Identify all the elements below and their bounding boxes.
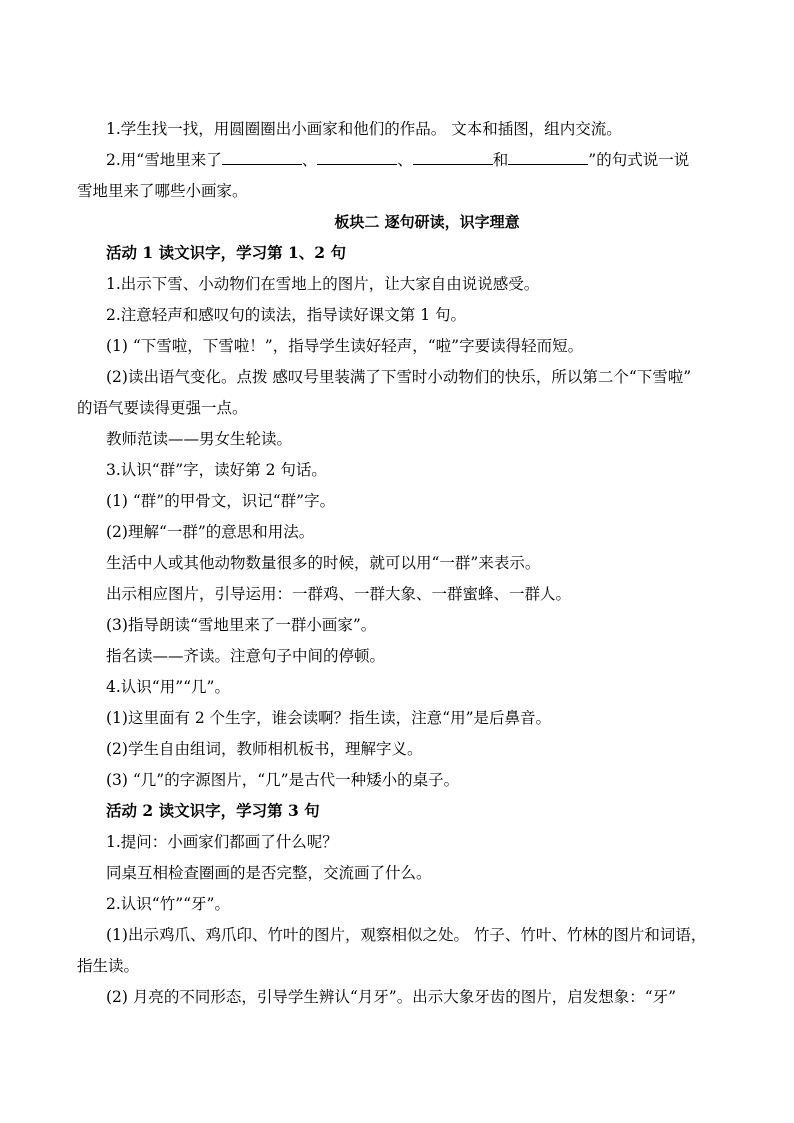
paragraph-line: 2.认识“竹”“牙”。 xyxy=(106,895,230,913)
paragraph-line: (3)指导朗读“雪地里来了一群小画家”。 xyxy=(106,616,377,634)
paragraph-line: (2)学生自由组词，教师相机板书，理解字义。 xyxy=(106,740,423,758)
section-heading: 板块二 逐句研读，识字理意 xyxy=(334,213,520,231)
paragraph-line: 2.注意轻声和感叹句的读法，指导读好课文第 1 句。 xyxy=(106,306,467,324)
paragraph-line: 1.提问：小画家们都画了什么呢？ xyxy=(106,833,338,851)
paragraph-line: (1)出示鸡爪、鸡爪印、竹叶的图片，观察相似之处。 竹子、竹叶、竹林的图片和词语， xyxy=(106,926,707,944)
paragraph-line: 生活中人或其他动物数量很多的时候，就可以用“一群”来表示。 xyxy=(106,554,541,572)
separator: 、 xyxy=(301,151,318,169)
fill-in-blank-line xyxy=(0,145,794,175)
activity-heading: 活动 1 读文识字，学习第 1、2 句 xyxy=(106,243,346,262)
paragraph-line: (2) 月亮的不同形态，引导学生辨认“月牙”。出示大象牙齿的图片，启发想象：“牙” xyxy=(106,988,677,1006)
paragraph-line: 指生读。 xyxy=(77,957,140,975)
paragraph-line: (1) “群”的甲骨文，识记“群”字。 xyxy=(106,492,336,510)
answer-blank-2[interactable] xyxy=(317,148,397,165)
paragraph-line: (1)这里面有 2 个生字，谁会读啊？指生读，注意“用”是后鼻音。 xyxy=(106,709,552,727)
activity-heading: 活动 2 读文识字，学习第 3 句 xyxy=(106,801,320,820)
paragraph-line: 雪地里来了哪些小画家。 xyxy=(77,182,248,200)
paragraph-line: 指名读——齐读。注意句子中间的停顿。 xyxy=(106,647,386,665)
paragraph-line: 同桌互相检查圈画的是否完整，交流画了什么。 xyxy=(106,864,432,882)
paragraph-line: 1.出示下雪、小动物们在雪地上的图片，让大家自由说说感受。 xyxy=(106,275,540,293)
paragraph-line: 的语气要读得更强一点。 xyxy=(77,399,248,417)
paragraph-line: (2)理解“一群”的意思和用法。 xyxy=(106,523,315,541)
paragraph-text: ”的句式说一说 xyxy=(588,151,690,169)
paragraph-line: 4.认识“用”“几”。 xyxy=(106,678,230,696)
paragraph-line: 3.认识“群”字，读好第 2 句话。 xyxy=(106,461,327,479)
conjunction: 和 xyxy=(492,151,509,169)
paragraph-line: 教师范读——男女生轮读。 xyxy=(106,430,293,448)
separator: 、 xyxy=(397,151,413,169)
paragraph-line: (3) “几”的字源图片，“几”是古代一种矮小的桌子。 xyxy=(106,771,460,789)
paragraph-text: 2.用“雪地里来了 xyxy=(106,151,222,169)
paragraph-line: (2)读出语气变化。点拨 感叹号里装满了下雪时小动物们的快乐，所以第二个“下雪啦” xyxy=(106,368,692,386)
paragraph-line: 出示相应图片，引导运用：一群鸡、一群大象、一群蜜蜂、一群人。 xyxy=(106,585,572,603)
answer-blank-3[interactable] xyxy=(413,148,493,165)
paragraph-line: (1) “下雪啦，下雪啦！”，指导学生读好轻声，“啦”字要读得轻而短。 xyxy=(106,337,584,355)
paragraph-line: 1.学生找一找，用圆圈圈出小画家和他们的作品。 文本和插图，组内交流。 xyxy=(106,120,622,138)
answer-blank-4[interactable] xyxy=(508,148,588,165)
answer-blank-1[interactable] xyxy=(222,148,302,165)
